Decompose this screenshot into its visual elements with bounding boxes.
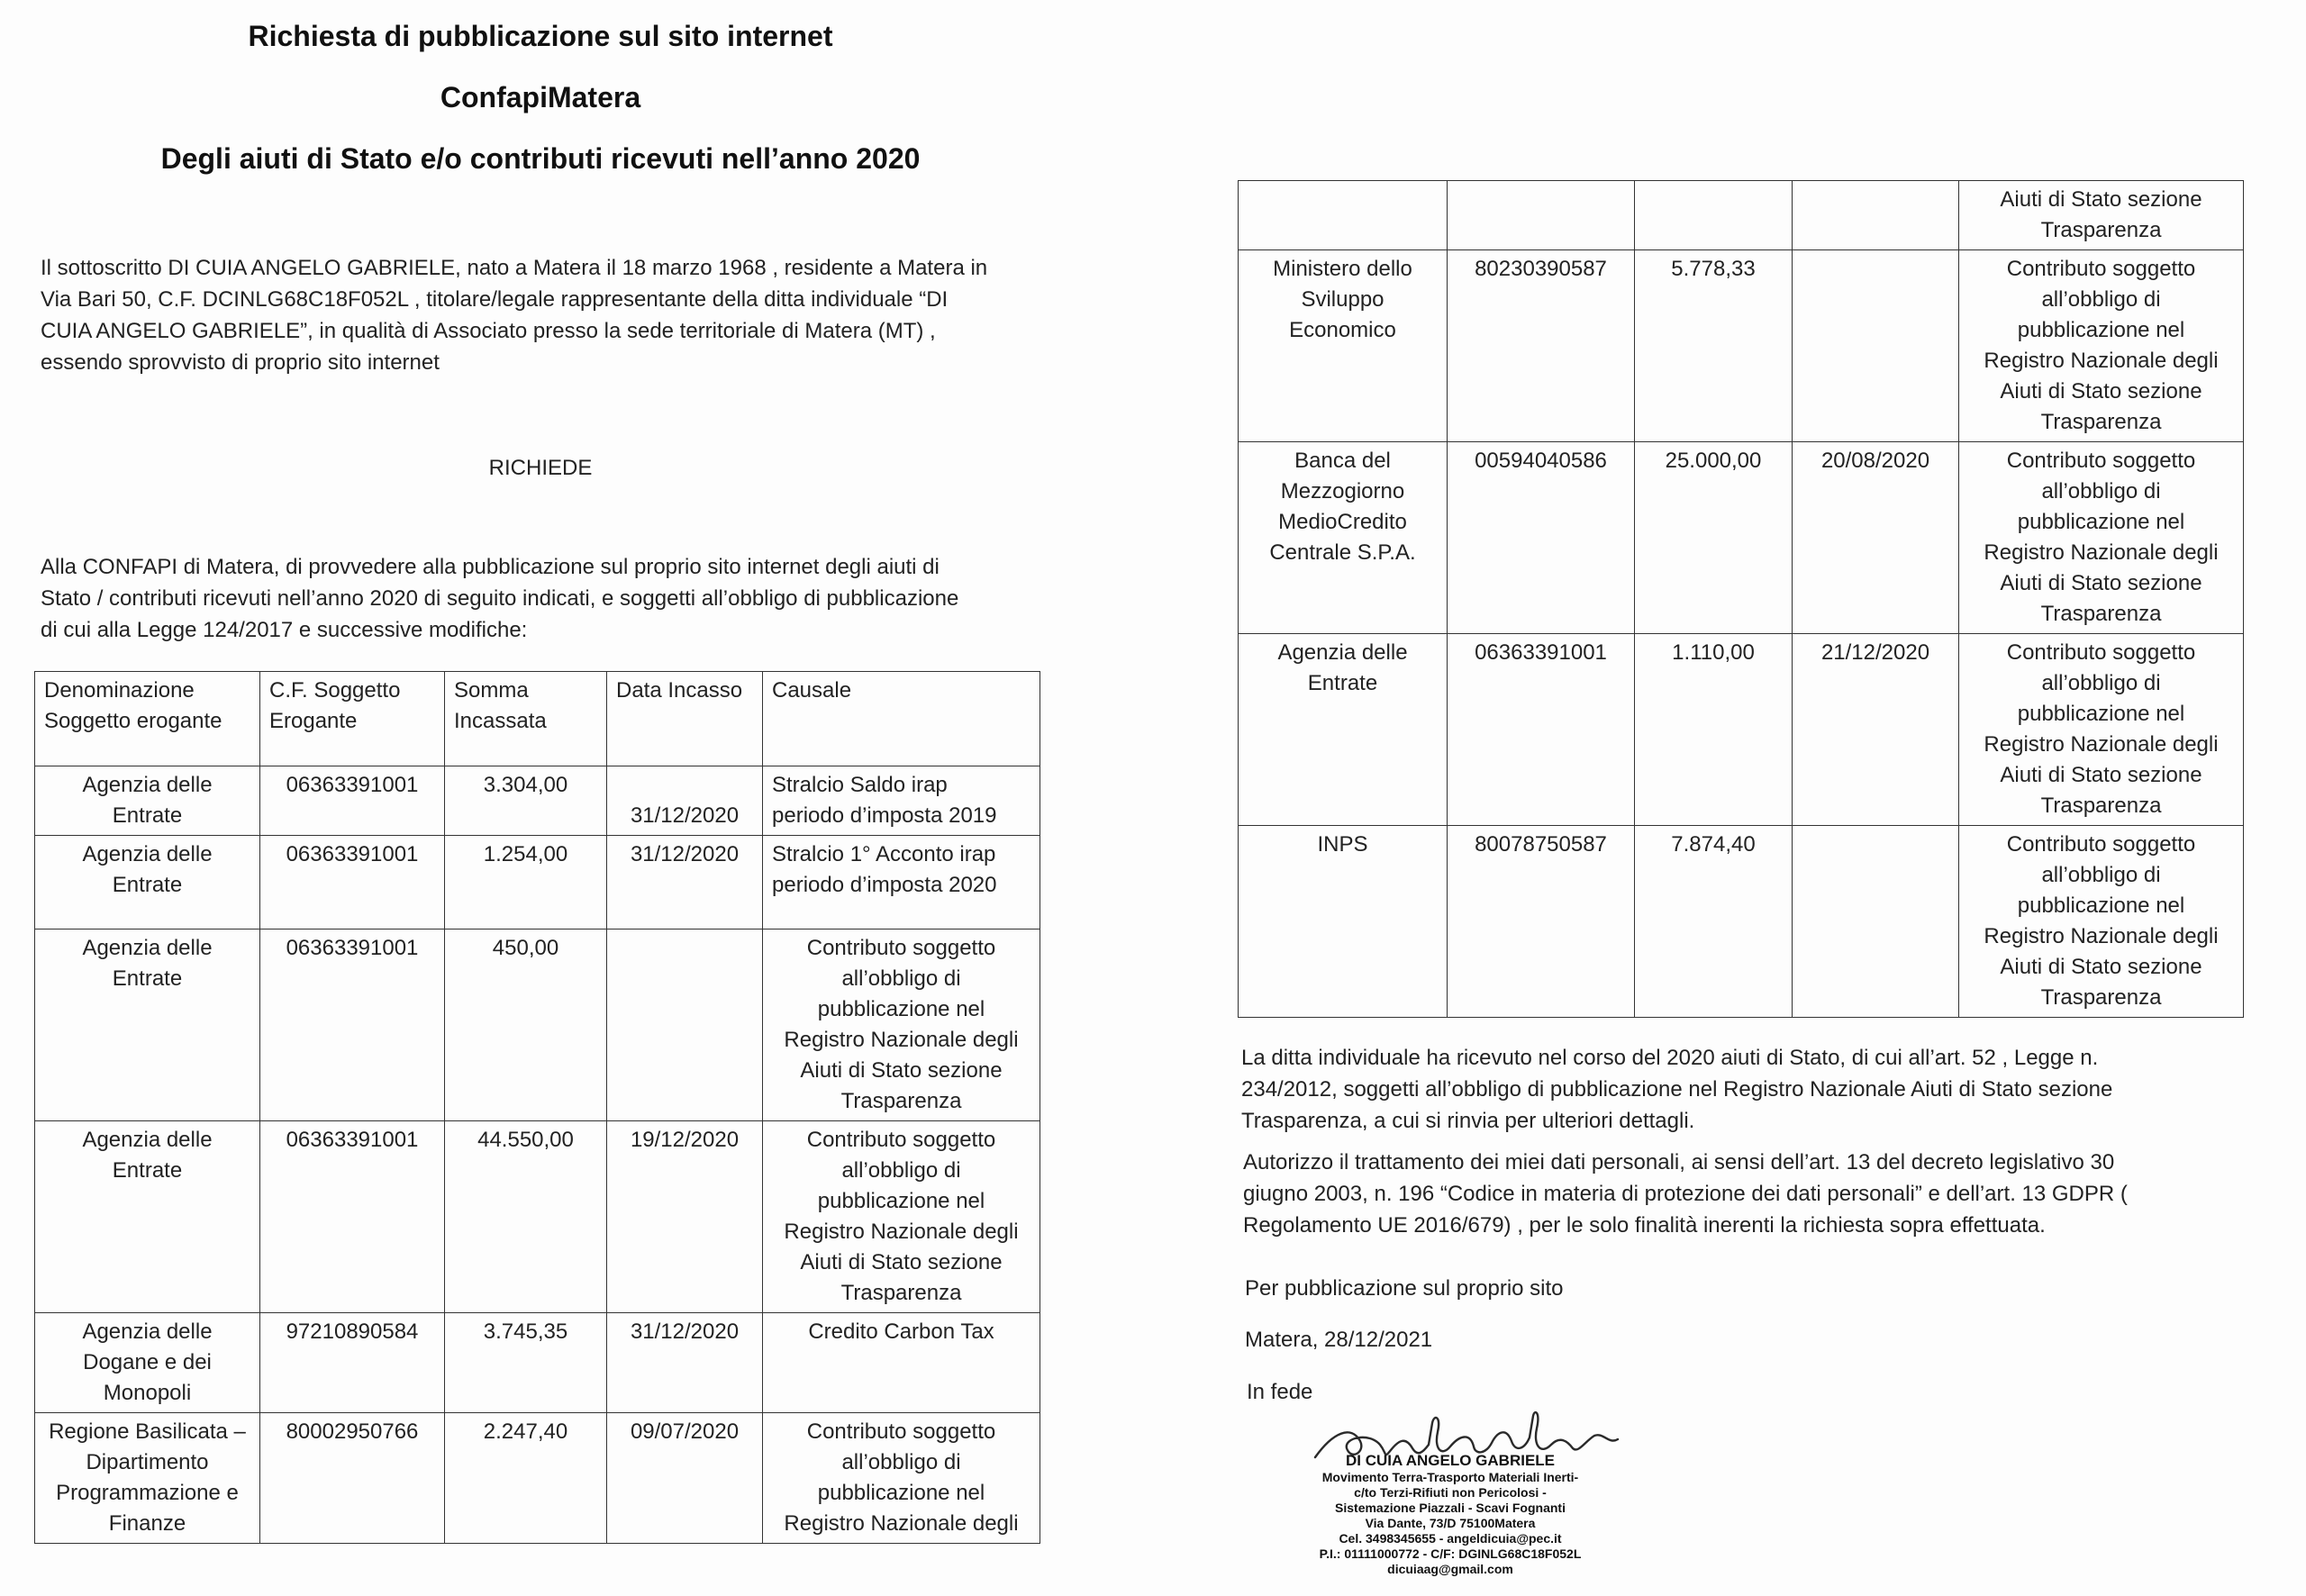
cell-causale	[1959, 250, 2244, 442]
cell-cf: 06363391001	[1448, 634, 1635, 826]
cell-causale-line: all’obbligo di	[2041, 863, 2161, 887]
header-causale	[763, 672, 1040, 766]
cell-causale-line: Registro Nazionale degli	[784, 1220, 1019, 1244]
cell-ente-line: MedioCredito	[1278, 510, 1407, 534]
request-paragraph	[41, 551, 1058, 646]
cell-ente	[1239, 442, 1448, 634]
cell-cf: 06363391001	[260, 836, 445, 929]
cell-causale-line: Trasparenza	[2040, 793, 2162, 818]
cell-somma: 1.254,00	[445, 836, 607, 929]
header-cf	[260, 672, 445, 766]
cell-causale-line: Stralcio Saldo irap	[772, 773, 948, 797]
cell-ente	[35, 929, 260, 1121]
cell-causale-line: all’obbligo di	[2041, 479, 2161, 503]
stamp-line: DI CUIA ANGELO GABRIELE	[1345, 1452, 1556, 1469]
cell-ente-line: Dogane e dei	[83, 1350, 212, 1374]
cell-data: 09/07/2020	[607, 1413, 763, 1544]
cell-data	[1793, 826, 1959, 1018]
cell-cf: 97210890584	[260, 1313, 445, 1413]
cell-ente	[1239, 826, 1448, 1018]
cell-causale	[763, 1413, 1040, 1544]
company-stamp	[1261, 1452, 1639, 1577]
cell-ente-line: Agenzia delle	[82, 936, 213, 960]
cell-causale-line: Trasparenza	[2040, 410, 2162, 434]
cell-causale-line: periodo d’imposta 2019	[772, 803, 997, 828]
cell-data	[1793, 250, 1959, 442]
cell-causale-line: Aiuti di Stato sezione	[2000, 571, 2202, 595]
cell-causale-line: pubblicazione nel	[817, 997, 985, 1021]
cell-causale-line: Trasparenza	[840, 1281, 962, 1305]
header-text: Somma	[454, 678, 529, 703]
cell-causale-line: Contributo soggetto	[2006, 257, 2196, 281]
cell-data: 20/08/2020	[1793, 442, 1959, 634]
cell-ente	[35, 836, 260, 929]
header-text: Erogante	[269, 709, 358, 733]
cell-causale-line: Registro Nazionale degli	[784, 1028, 1019, 1052]
cell-causale-line: Registro Nazionale degli	[1984, 732, 2219, 757]
request-line: Alla CONFAPI di Matera, di provvedere alla pubblicazione sul proprio sito internet degli aiuti di	[41, 555, 940, 579]
cell-causale	[763, 929, 1040, 1121]
cell-causale	[763, 1121, 1040, 1313]
cell-causale-line: Credito Carbon Tax	[808, 1319, 994, 1344]
cell-ente	[1239, 250, 1448, 442]
cell-causale-line: pubblicazione nel	[817, 1481, 985, 1505]
table-row	[35, 929, 1040, 1121]
cell-causale-line: pubblicazione nel	[2017, 510, 2185, 534]
cell-causale-line: Trasparenza	[2040, 218, 2162, 242]
cell-cf: 06363391001	[260, 766, 445, 836]
cell-data	[1793, 181, 1959, 250]
intro-line: essendo sprovvisto di proprio sito internet	[41, 350, 440, 375]
cell-ente-line: Entrate	[1307, 671, 1378, 695]
aid-table-right	[1238, 180, 2244, 1018]
privacy-line: Regolamento UE 2016/679) , per le solo finalità inerenti la richiesta sopra effettuata.	[1243, 1213, 2046, 1238]
cell-causale-line: Aiuti di Stato sezione	[2000, 187, 2202, 212]
cell-somma: 2.247,40	[445, 1413, 607, 1544]
cell-ente-line: Economico	[1289, 318, 1396, 342]
summary-paragraph	[1241, 1042, 2277, 1137]
stamp-line: Via Dante, 73/D 75100Matera	[1365, 1516, 1536, 1530]
cell-somma	[1635, 181, 1793, 250]
cell-ente-line: Entrate	[112, 803, 183, 828]
table-row	[35, 1121, 1040, 1313]
stamp-line: Cel. 3498345655 - angeldicuia@pec.it	[1339, 1531, 1562, 1546]
header-denominazione	[35, 672, 260, 766]
organization-name: ConfapiMatera	[440, 81, 641, 113]
cell-causale-line: Trasparenza	[840, 1089, 962, 1113]
table-row	[35, 1413, 1040, 1544]
cell-causale	[1959, 826, 2244, 1018]
cell-causale	[1959, 634, 2244, 826]
cell-causale	[763, 766, 1040, 836]
cell-causale	[1959, 442, 2244, 634]
cell-somma: 450,00	[445, 929, 607, 1121]
cell-ente-line: INPS	[1317, 832, 1368, 857]
stamp-line: Movimento Terra-Trasporto Materiali Inerti-	[1321, 1470, 1579, 1484]
cell-causale-line: periodo d’imposta 2020	[772, 873, 997, 897]
aid-table-left	[34, 671, 1040, 1544]
closing-text: In fede	[1247, 1380, 1313, 1404]
cell-causale	[763, 1313, 1040, 1413]
table-row	[1239, 826, 2244, 1018]
table-row	[1239, 634, 2244, 826]
intro-line: Via Bari 50, C.F. DCINLG68C18F052L , titolare/legale rappresentante della ditta individuale “DI	[41, 287, 949, 312]
cell-ente-line: Entrate	[112, 966, 183, 991]
cell-causale-line: Contributo soggetto	[2006, 832, 2196, 857]
intro-line: CUIA ANGELO GABRIELE”, in qualità di Associato presso la sede territoriale di Matera (MT) ,	[41, 319, 936, 343]
cell-causale-line: Aiuti di Stato sezione	[800, 1058, 1003, 1083]
cell-ente-line: Ministero dello	[1273, 257, 1412, 281]
cell-causale-line: Contributo soggetto	[806, 936, 996, 960]
cell-ente-line: Sviluppo	[1301, 287, 1385, 312]
cell-cf: 80078750587	[1448, 826, 1635, 1018]
cell-somma: 3.745,35	[445, 1313, 607, 1413]
cell-somma: 5.778,33	[1635, 250, 1793, 442]
cell-causale-line: Registro Nazionale degli	[1984, 540, 2219, 565]
cell-causale-line: Registro Nazionale degli	[1984, 924, 2219, 948]
document-subtitle: Degli aiuti di Stato e/o contributi ricevuti nell’anno 2020	[160, 142, 921, 175]
summary-line: Trasparenza, a cui si rinvia per ulteriori dettagli.	[1241, 1109, 1695, 1133]
cell-causale-line: pubblicazione nel	[2017, 893, 2185, 918]
cell-somma: 25.000,00	[1635, 442, 1793, 634]
cell-ente-line: Agenzia delle	[82, 1319, 213, 1344]
cell-ente	[1239, 634, 1448, 826]
cell-ente	[35, 766, 260, 836]
cell-causale-line: Trasparenza	[2040, 985, 2162, 1010]
privacy-line: Autorizzo il trattamento dei miei dati personali, ai sensi dell’art. 13 del decreto legislativo 30	[1243, 1150, 2115, 1174]
cell-somma: 44.550,00	[445, 1121, 607, 1313]
cell-causale-line: pubblicazione nel	[2017, 318, 2185, 342]
stamp-line: dicuiaag@gmail.com	[1387, 1562, 1513, 1576]
cell-causale-line: all’obbligo di	[841, 966, 961, 991]
cell-data: 21/12/2020	[1793, 634, 1959, 826]
header-text: Data Incasso	[616, 678, 743, 703]
header-text: Incassata	[454, 709, 547, 733]
table-row	[35, 1313, 1040, 1413]
cell-ente-line: Centrale S.P.A.	[1269, 540, 1416, 565]
cell-data: 31/12/2020	[607, 836, 763, 929]
header-text: Denominazione	[44, 678, 195, 703]
cell-causale-line: pubblicazione nel	[2017, 702, 2185, 726]
table-row	[1239, 442, 2244, 634]
cell-causale-line: Contributo soggetto	[806, 1419, 996, 1444]
cell-ente-line: Entrate	[112, 873, 183, 897]
table-row	[1239, 250, 2244, 442]
cell-ente	[35, 1121, 260, 1313]
cell-data: 19/12/2020	[607, 1121, 763, 1313]
place-date: Matera, 28/12/2021	[1245, 1328, 1433, 1352]
cell-ente-line: Monopoli	[103, 1381, 192, 1405]
cell-causale-line: Aiuti di Stato sezione	[800, 1250, 1003, 1274]
cell-data: 31/12/2020	[607, 1313, 763, 1413]
table-row	[1239, 181, 2244, 250]
cell-causale-line: all’obbligo di	[841, 1450, 961, 1474]
cell-cf: 00594040586	[1448, 442, 1635, 634]
cell-causale-line: Aiuti di Stato sezione	[2000, 763, 2202, 787]
cell-data: 31/12/2020	[607, 766, 763, 836]
cell-causale-line: pubblicazione nel	[817, 1189, 985, 1213]
cell-ente	[35, 1313, 260, 1413]
summary-line: 234/2012, soggetti all’obbligo di pubblicazione nel Registro Nazionale Aiuti di Stato sezione	[1241, 1077, 2113, 1102]
cell-ente-line: Agenzia delle	[82, 842, 213, 866]
cell-ente-line: Mezzogiorno	[1280, 479, 1405, 503]
cell-cf: 80002950766	[260, 1413, 445, 1544]
intro-paragraph	[41, 252, 1049, 378]
intro-line: Il sottoscritto DI CUIA ANGELO GABRIELE, nato a Matera il 18 marzo 1968 , residente a Matera in	[41, 256, 988, 280]
cell-causale-line: all’obbligo di	[2041, 671, 2161, 695]
cell-somma: 7.874,40	[1635, 826, 1793, 1018]
publication-note: Per pubblicazione sul proprio sito	[1245, 1276, 1564, 1301]
table-row	[35, 836, 1040, 929]
cell-ente-line: Dipartimento	[86, 1450, 209, 1474]
richiede-heading: RICHIEDE	[488, 456, 593, 480]
cell-cf: 06363391001	[260, 1121, 445, 1313]
summary-line: La ditta individuale ha ricevuto nel corso del 2020 aiuti di Stato, di cui all’art. 52 , Legge n.	[1241, 1046, 2099, 1070]
request-line: Stato / contributi ricevuti nell’anno 2020 di seguito indicati, e soggetti all’obbligo di pubblicazione	[41, 586, 959, 611]
cell-ente	[35, 1413, 260, 1544]
privacy-line: giugno 2003, n. 196 “Codice in materia di protezione dei dati personali” e dell’art. 13 GDPR (	[1243, 1182, 2128, 1206]
cell-somma: 1.110,00	[1635, 634, 1793, 826]
header-data	[607, 672, 763, 766]
cell-causale-line: all’obbligo di	[841, 1158, 961, 1183]
cell-data	[607, 929, 763, 1121]
stamp-line: P.I.: 01111000772 - C/F: DGINLG68C18F052L	[1319, 1546, 1582, 1561]
cell-cf: 80230390587	[1448, 250, 1635, 442]
cell-causale-line: Contributo soggetto	[806, 1128, 996, 1152]
cell-causale-line: all’obbligo di	[2041, 287, 2161, 312]
table-header-row	[35, 672, 1040, 766]
cell-cf	[1448, 181, 1635, 250]
header-somma	[445, 672, 607, 766]
privacy-paragraph	[1243, 1147, 2279, 1241]
cell-causale-line: Contributo soggetto	[2006, 640, 2196, 665]
cell-ente-line: Agenzia delle	[82, 773, 213, 797]
cell-ente-line: Agenzia delle	[82, 1128, 213, 1152]
cell-somma: 3.304,00	[445, 766, 607, 836]
cell-ente-line: Banca del	[1294, 449, 1391, 473]
cell-causale-line: Aiuti di Stato sezione	[2000, 379, 2202, 404]
cell-causale	[1959, 181, 2244, 250]
header-text: Soggetto erogante	[44, 709, 222, 733]
stamp-line: Sistemazione Piazzali - Scavi Fognanti	[1335, 1501, 1566, 1515]
stamp-line: c/to Terzi-Rifiuti non Pericolosi -	[1354, 1485, 1547, 1500]
cell-causale-line: Contributo soggetto	[2006, 449, 2196, 473]
cell-ente-line: Agenzia delle	[1277, 640, 1408, 665]
request-line: di cui alla Legge 124/2017 e successive modifiche:	[41, 618, 528, 642]
cell-causale-line: Registro Nazionale degli	[1984, 349, 2219, 373]
cell-causale-line: Stralcio 1° Acconto irap	[772, 842, 996, 866]
cell-causale-line: Aiuti di Stato sezione	[2000, 955, 2202, 979]
cell-ente-line: Finanze	[108, 1511, 186, 1536]
cell-cf: 06363391001	[260, 929, 445, 1121]
cell-causale-line: Registro Nazionale degli	[784, 1511, 1019, 1536]
header-text: Causale	[772, 678, 852, 703]
header-text: C.F. Soggetto	[269, 678, 401, 703]
cell-ente-line: Entrate	[112, 1158, 183, 1183]
cell-causale	[763, 836, 1040, 929]
cell-ente	[1239, 181, 1448, 250]
cell-causale-line: Trasparenza	[2040, 602, 2162, 626]
cell-ente-line: Programmazione e	[56, 1481, 239, 1505]
document-title: Richiesta di pubblicazione sul sito internet	[248, 20, 833, 52]
table-row	[35, 766, 1040, 836]
cell-ente-line: Regione Basilicata –	[49, 1419, 246, 1444]
